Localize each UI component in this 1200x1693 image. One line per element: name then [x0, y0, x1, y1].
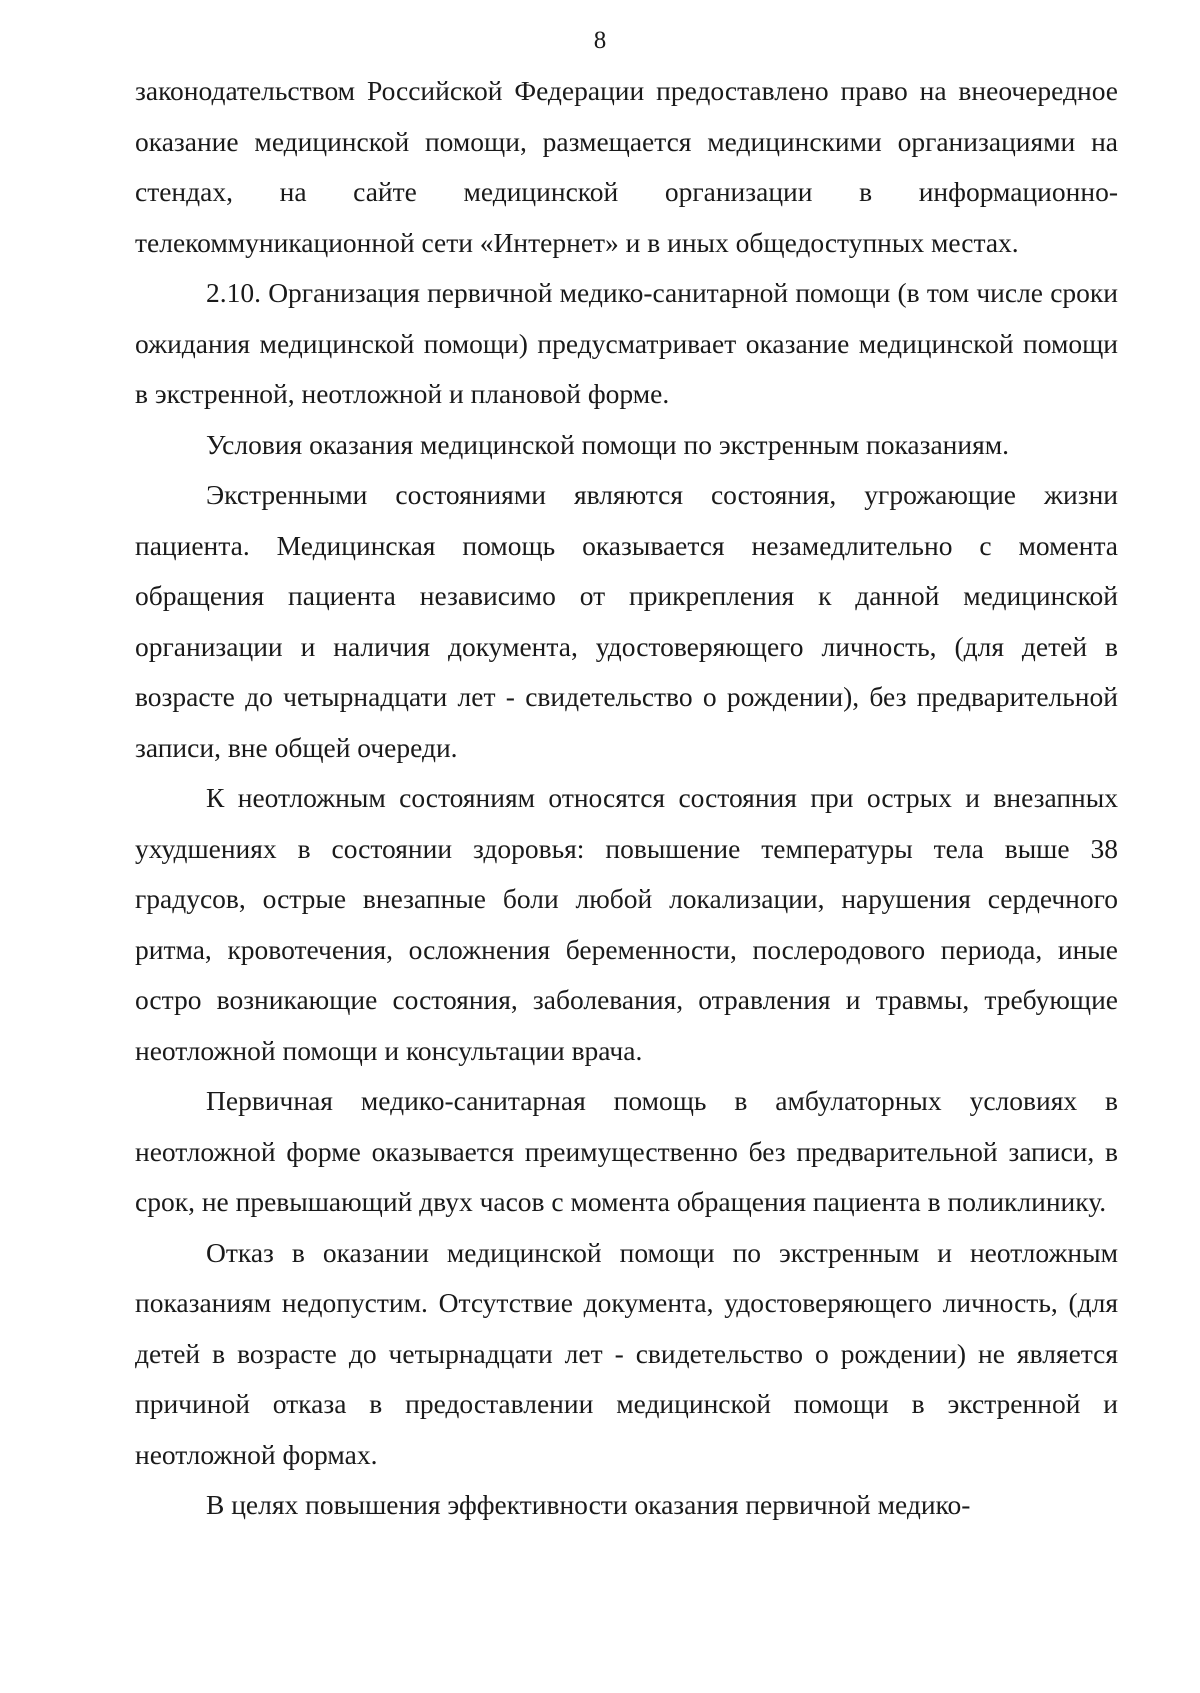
paragraph-4: Экстренными состояниями являются состояния, угрожающие жизни пациента. Медицинская помощь оказывается незамедлительно с момента обращения пациента независимо от прикрепления к данной медицинской организации и наличия документа, удостоверяющего личность, (для детей в возрасте до четырнадцати лет - свидетельство о рождении), без предварительной записи, вне общей очереди.: [135, 479, 1118, 763]
paragraph-6: Первичная медико-санитарная помощь в амбулаторных условиях в неотложной форме оказывается преимущественно без предварительной записи, в срок, не превышающий двух часов с момента обращения пациента в поликлинику.: [135, 1085, 1118, 1217]
paragraph-1: законодательством Российской Федерации предоставлено право на внеочередное оказание медицинской помощи, размещается медицинскими организациями на стендах, на сайте медицинской организации в информационно-телекоммуникационной сети «Интернет» и в иных общедоступных местах.: [135, 75, 1118, 258]
paragraph-5: К неотложным состояниям относятся состояния при острых и внезапных ухудшениях в состоянии здоровья: повышение температуры тела выше 38 градусов, острые внезапные боли любой локализации, нарушения сердечного ритма, кровотечения, осложнения беременности, послеродового периода, иные остро возникающие состояния, заболевания, отравления и травмы, требующие неотложной помощи и консультации врача.: [135, 782, 1118, 1066]
paragraph-8: В целях повышения эффективности оказания первичной медико-: [206, 1489, 971, 1520]
paragraph-2: 2.10. Организация первичной медико-санитарной помощи (в том числе сроки ожидания медицинской помощи) предусматривает оказание медицинской помощи в экстренной, неотложной и плановой форме.: [135, 277, 1118, 409]
paragraph-3: Условия оказания медицинской помощи по экстренным показаниям.: [206, 428, 1010, 460]
page-number: 8: [593, 27, 607, 54]
document-body: [135, 66, 1118, 1531]
paragraph-7: Отказ в оказании медицинской помощи по экстренным и неотложным показаниям недопустим. Отсутствие документа, удостоверяющего личность, (для детей в возрасте до четырнадцати лет - свидетельство о рождении) не является причиной отказа в предоставлении медицинской помощи в экстренной и неотложной формах.: [135, 1236, 1118, 1470]
